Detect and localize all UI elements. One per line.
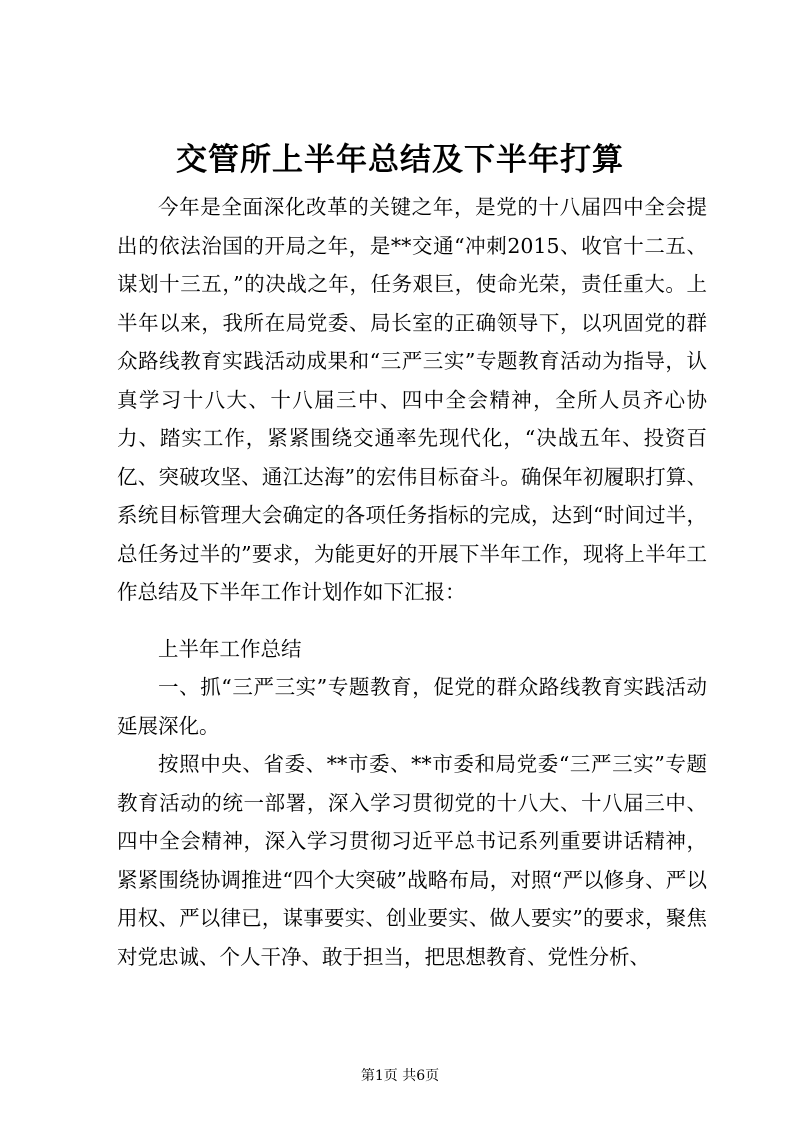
page-number-footer: 第1页 共6页 <box>360 1068 440 1084</box>
paragraph-intro: 今年是全面深化改革的关键之年，是党的十八届四中全会提出的依法治国的开局之年，是**交通“冲刺2015、收官十二五、谋划十三五，”的决战之年，任务艰巨，使命光荣，责任重大。上半年以来，我所在局党委、局长室的正确领导下，以巩固党的群众路线教育实践活动成果和“三严三实”专题教育活动为指导，认真学习十八大、十八届三中、四中全会精神，全所人员齐心协力、踏实工作，紧紧围绕交通率先现代化，“决战五年、投资百亿、突破攻坚、通江达海”的宏伟目标奋斗。确保年初履职打算、系统目标管理大会确定的各项任务指标的完成，达到“时间过半，总任务过半的”要求，为能更好的开展下半年工作，现将上半年工作总结及下半年工作计划作如下汇报： <box>117 195 707 604</box>
document-title: 交管所上半年总结及下半年打算 <box>176 142 624 178</box>
section-heading: 上半年工作总结 <box>158 637 302 661</box>
subsection-heading: 一、抓“三严三实”专题教育，促党的群众路线教育实践活动延展深化。 <box>117 675 707 738</box>
paragraph-body: 按照中央、省委、**市委、**市委和局党委“三严三实”专题教育活动的统一部署，深入学习贯彻党的十八大、十八届三中、四中全会精神，深入学习贯彻习近平总书记系列重要讲话精神，紧紧围绕协调推进“四个大突破”战略布局，对照“严以修身、严以用权、严以律已，谋事要实、创业要实、做人要实”的要求，聚焦对党忠诚、个人干净、敢于担当，把思想教育、党性分析、 <box>117 752 707 969</box>
